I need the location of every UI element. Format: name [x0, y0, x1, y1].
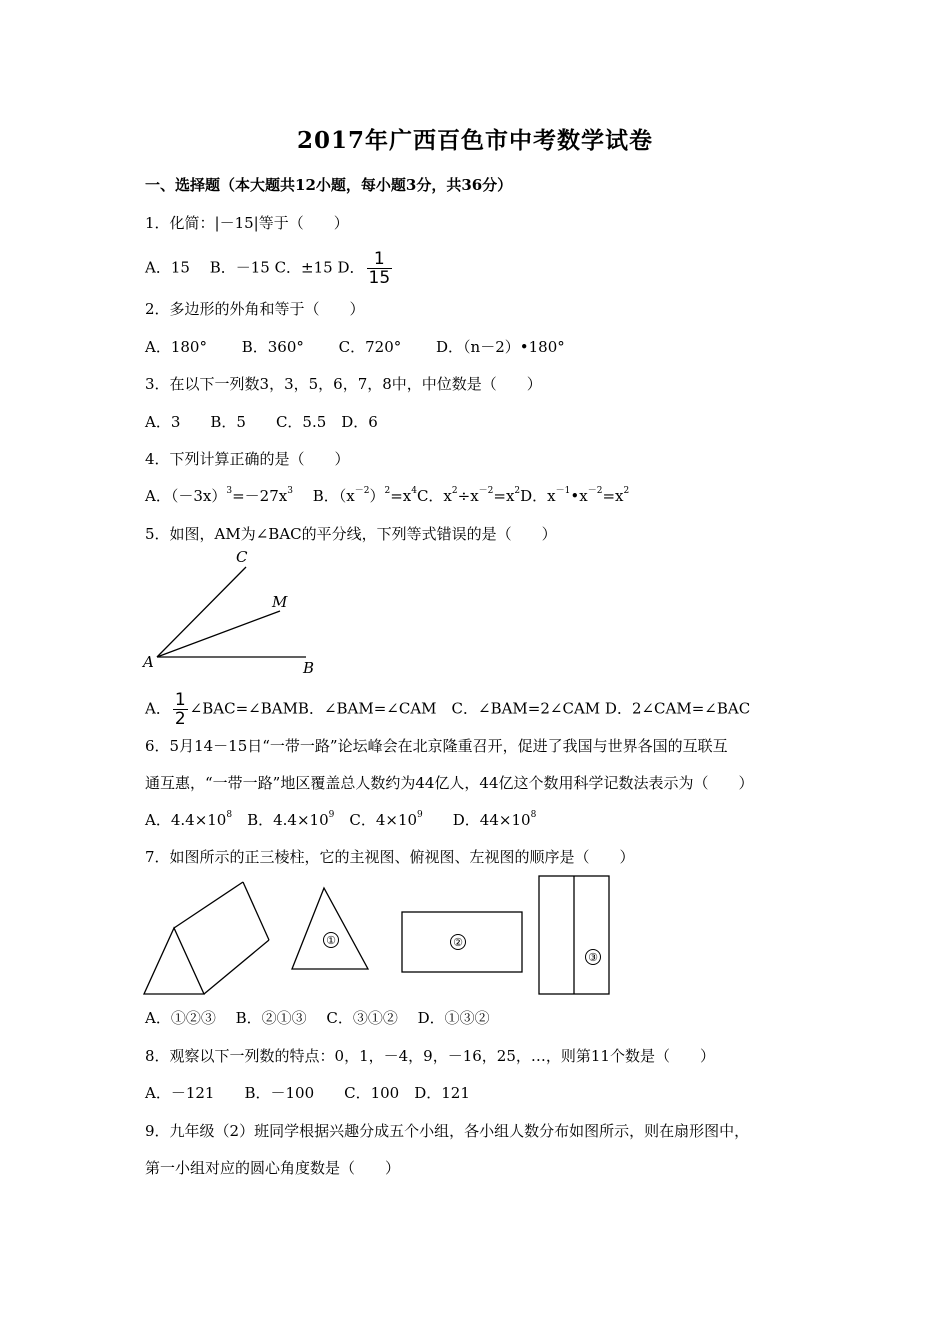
q3-stem: 3．在以下一列数3，3，5，6，7，8中，中位数是（ ） [145, 375, 542, 393]
mark-2: ② [453, 936, 463, 949]
q1-options [145, 250, 394, 287]
q2-options: A．180° B．360° C．720° D．（n－2）•180° [145, 338, 565, 356]
view-triangle [292, 888, 368, 969]
q5-stem: 5．如图，AM为∠BAC的平分线，下列等式错误的是（ ） [145, 525, 557, 543]
q6-stem-line2: 通互惠，“一带一路”地区覆盖总人数约为44亿人，44亿这个数用科学记数法表示为（ ） [145, 774, 754, 792]
exam-title: 2017年广西百色市中考数学试卷 [296, 127, 653, 154]
q7-prism-figure [140, 870, 620, 1000]
label-b: B [303, 659, 315, 675]
label-c: C [236, 548, 248, 566]
ray-ac [157, 567, 246, 657]
q5-angle-figure [140, 545, 330, 675]
q9-stem-line2: 第一小组对应的圆心角度数是（ ） [145, 1159, 401, 1177]
q2-stem: 2．多边形的外角和等于（ ） [145, 300, 365, 318]
q6-stem-line1: 6．5月14－15日“一带一路”论坛峰会在北京隆重召开，促进了我国与世界各国的互联互 [145, 737, 728, 755]
q7-options: A．①②③ B．②①③ C．③①② D．①③② [145, 1009, 490, 1027]
q3-options: A．3 B．5 C．5.5 D．6 [145, 413, 378, 431]
q5-fraction: $\frac{1}{2}$ [174, 690, 186, 729]
q9-stem-line1: 9．九年级（2）班同学根据兴趣分成五个小组，各小组人数分布如图所示，则在扇形图中， [145, 1122, 750, 1140]
q6-options: A．$4.4\times 10^8$ B．$4.4\times 10^9$ C．$4\times 10^9$ D．$44\times 10^8$ [145, 810, 537, 829]
q1-fraction: $\frac{1}{15}$ [368, 249, 391, 288]
q4-options: A．$(-3x)^3=-27x^3$ B．$(x^{-2})^2=x^4C$．$x^2\div x^{-2}=x^2D$．$x^{-1}•x^{-2}=x^2$ [145, 486, 630, 505]
mark-3: ③ [588, 951, 598, 964]
triangular-prism [144, 882, 269, 994]
q7-stem: 7．如图所示的正三棱柱，它的主视图、俯视图、左视图的顺序是（ ） [145, 848, 635, 866]
mark-1: ① [326, 934, 336, 947]
q4-stem: 4．下列计算正确的是（ ） [145, 450, 350, 468]
ray-am [157, 611, 280, 657]
q8-options: A．－121 B．－100 C．100 D．121 [145, 1084, 470, 1102]
label-a: A [143, 653, 154, 671]
q1-options-text: A．15 B．－15 C．±15 D． [145, 258, 365, 277]
section-heading: 一、选择题（本大题共12小题，每小题3分，共36分） [145, 176, 513, 194]
q1-stem: 1．化简：|－15|等于（ ） [145, 214, 349, 232]
q5-options: A． $\frac{1}{2}$ ∠BAC=∠BAMB．∠BAM=∠CAM C．∠BAM=2∠CAM D．2∠CAM=∠BAC [145, 690, 751, 729]
label-m: M [272, 593, 288, 611]
q8-stem: 8．观察以下一列数的特点：0，1，－4，9，－16，25，…，则第11个数是（ ） [145, 1047, 715, 1065]
